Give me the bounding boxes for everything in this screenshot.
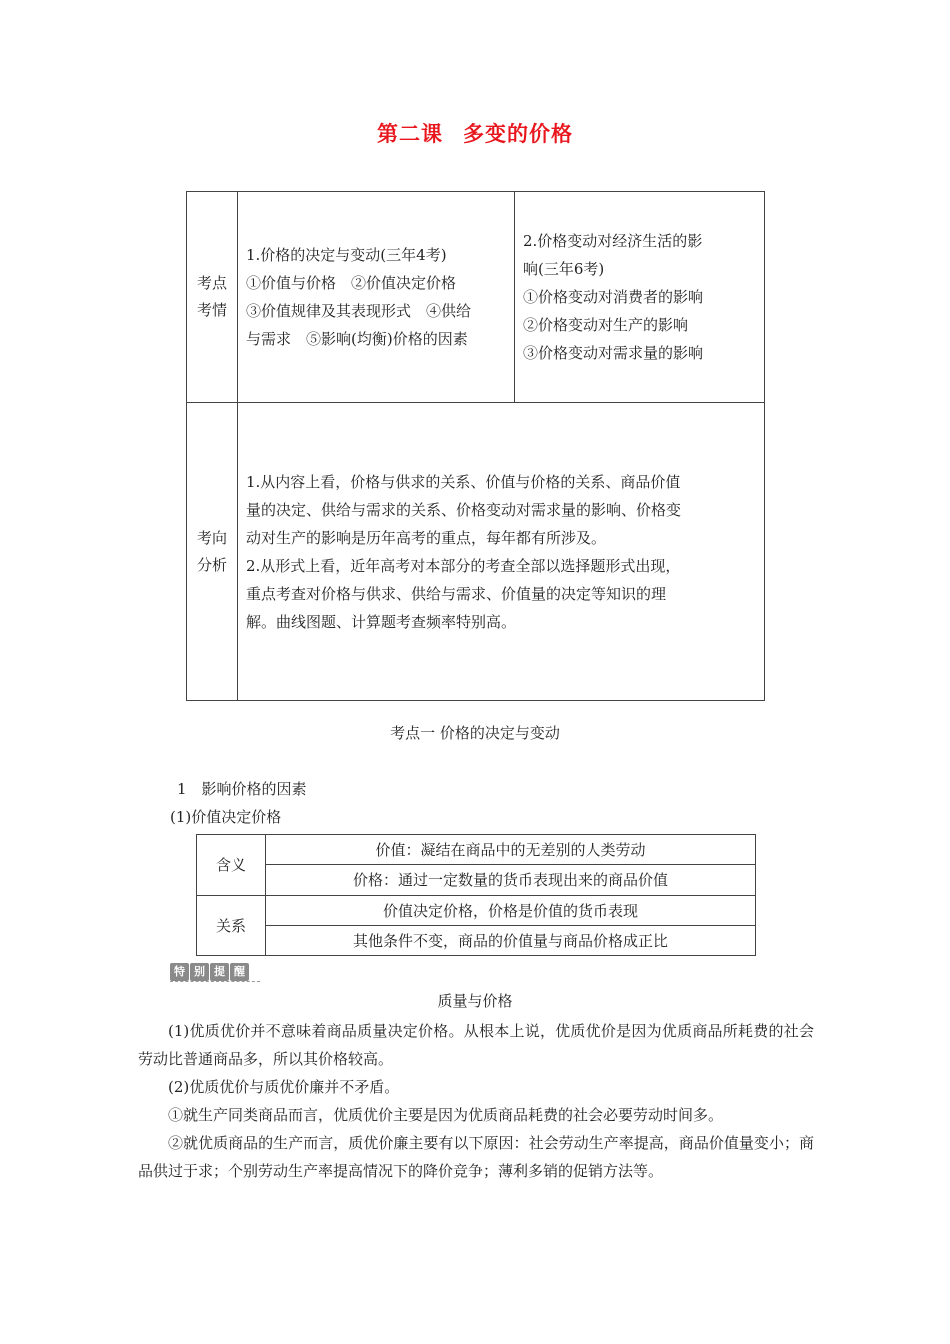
text-line: ③价格变动对需求量的影响 xyxy=(523,344,704,362)
row-head-relation: 关系 xyxy=(197,895,266,956)
paragraph: (2)优质优价与质优价廉并不矛盾。 xyxy=(168,1078,400,1096)
badge-char: 别 xyxy=(190,963,209,981)
badge-divider xyxy=(170,981,260,982)
subheading-factors: 1 影响价格的因素 xyxy=(177,780,307,798)
text-line: 动对生产的影响是历年高考的重点，每年都有所涉及。 xyxy=(246,528,607,547)
badge-char: 提 xyxy=(210,963,229,981)
subheading-value-decides-price: (1)价值决定价格 xyxy=(170,808,282,826)
table-cell: 其他条件不变，商品的价值量与商品价格成正比 xyxy=(266,925,756,955)
row-head-kaoxiang: 考向 分析 xyxy=(187,403,238,701)
table-row xyxy=(197,895,756,925)
badge-char: 特 xyxy=(170,963,189,981)
text-line: 重点考查对价格与供求、供给与需求、价值量的决定等知识的理 xyxy=(246,584,667,603)
title-part2: 多变的价格 xyxy=(463,122,573,146)
text-line: ③价值规律及其表现形式 ④供给 xyxy=(246,302,472,320)
text-line: 1.价格的决定与变动(三年4考) xyxy=(246,246,447,264)
row-head-kaoqing: 考点 考情 xyxy=(187,192,238,403)
kaoxiang-cell xyxy=(238,403,765,701)
kaoqing-cell-2 xyxy=(515,192,765,403)
title-part1: 第二课 xyxy=(377,122,443,146)
paragraph: ①就生产同类商品而言，优质优价主要是因为优质商品耗费的社会必要劳动时间多。 xyxy=(168,1106,724,1124)
overview-table xyxy=(186,191,765,701)
special-reminder-badge xyxy=(170,963,249,981)
note-body xyxy=(138,1017,814,1185)
text-line: ②价格变动对生产的影响 xyxy=(523,316,689,334)
text-line: 2.从形式上看，近年高考对本部分的考查全部以选择题形式出现， xyxy=(246,556,681,575)
page-title xyxy=(0,118,950,148)
text-line: 响(三年6考) xyxy=(523,260,605,278)
kaoqing-cell-1 xyxy=(238,192,515,403)
text-line: 解。曲线图题、计算题考查频率特别高。 xyxy=(246,612,517,631)
table-row xyxy=(197,865,756,895)
text-line: 1.从内容上看，价格与供求的关系、价值与价格的关系、商品价值 xyxy=(246,472,681,491)
row-head-meaning: 含义 xyxy=(197,835,266,896)
value-price-table xyxy=(196,834,756,956)
note-title: 质量与价格 xyxy=(437,992,513,1010)
overview-row-kaoqing xyxy=(187,192,765,403)
text-line: ①价格变动对消费者的影响 xyxy=(523,288,704,306)
badge-char: 醒 xyxy=(230,963,249,981)
paragraph: (1)优质优价并不意味着商品质量决定价格。从根本上说，优质优价是因为优质商品所耗费的社会劳动比普通商品多，所以其价格较高。 xyxy=(138,1022,814,1068)
table-row xyxy=(197,925,756,955)
text-line: 与需求 ⑤影响(均衡)价格的因素 xyxy=(246,330,468,348)
table-row xyxy=(197,835,756,865)
text-line: ①价值与价格 ②价值决定价格 xyxy=(246,274,457,292)
paragraph: ②就优质商品的生产而言，质优价廉主要有以下原因：社会劳动生产率提高，商品价值量变小；商品供过于求；个别劳动生产率提高情况下的降价竞争；薄利多销的促销方法等。 xyxy=(138,1134,814,1180)
text-line: 2.价格变动对经济生活的影 xyxy=(523,232,703,250)
table-cell: 价值决定价格，价格是价值的货币表现 xyxy=(266,895,756,925)
table-cell: 价格：通过一定数量的货币表现出来的商品价值 xyxy=(266,865,756,895)
table-cell: 价值：凝结在商品中的无差别的人类劳动 xyxy=(266,835,756,865)
overview-row-kaoxiang xyxy=(187,403,765,701)
section-heading: 考点一 价格的决定与变动 xyxy=(390,724,560,742)
text-line: 量的决定、供给与需求的关系、价格变动对需求量的影响、价格变 xyxy=(246,500,682,519)
